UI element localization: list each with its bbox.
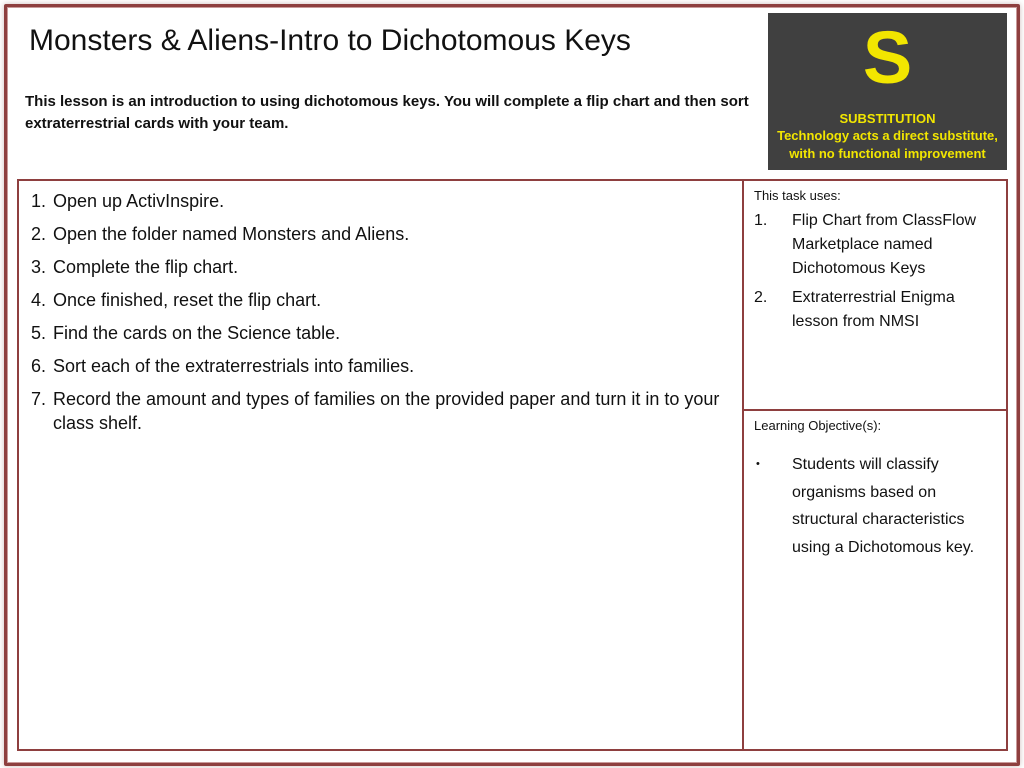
step-text: Once finished, reset the flip chart. [53,290,322,310]
step-text: Open up ActivInspire. [53,191,225,211]
task-uses-list [744,209,1006,334]
step-number: 5. [30,323,46,343]
list-item [19,189,732,213]
steps-list [19,181,742,435]
step-number: 2. [30,224,46,244]
slide-title: Monsters & Aliens-Intro to Dichotomous Keys [29,24,631,57]
step-number: 1. [30,191,46,211]
step-number: 4. [30,290,46,310]
list-item [19,222,732,246]
list-item [19,387,732,435]
step-text: Find the cards on the Science table. [53,323,341,343]
step-number: 6. [30,356,46,376]
item-text: Flip Chart from ClassFlow Marketplace named Dichotomous Keys [792,212,977,277]
samr-label: SUBSTITUTION [839,111,936,126]
task-uses-heading: This task uses: [754,188,841,203]
list-item [19,255,732,279]
samr-description: Technology acts a direct substitute, with no functional improvement [777,128,998,161]
lesson-intro: This lesson is an introduction to using dichotomous keys. You will complete a flip chart and then sort extraterrestrial cards with your team. [25,93,749,132]
list-item [754,209,1000,281]
learning-objectives-heading: Learning Objective(s): [754,418,882,433]
step-number: 3. [30,257,46,277]
list-item [19,288,732,312]
list-item [19,321,732,345]
objective-text: Students will classify organisms based on structural characteristics using a Dichotomous key. [792,456,975,556]
list-item [754,286,1000,334]
learning-objectives-list [744,451,1006,561]
step-text: Sort each of the extraterrestrials into families. [53,356,415,376]
steps-panel [17,179,744,751]
task-uses-panel [742,179,1008,411]
step-text: Complete the flip chart. [53,257,239,277]
learning-objectives-panel [742,409,1008,751]
step-text: Open the folder named Monsters and Aliens. [53,224,410,244]
item-text: Extraterrestrial Enigma lesson from NMSI [792,289,955,330]
bullet-icon: • [756,458,760,470]
samr-letter: S [862,16,913,99]
list-item [19,354,732,378]
item-number: 1. [754,212,768,229]
step-text: Record the amount and types of families on the provided paper and turn it in to your class shelf. [53,389,720,433]
step-number: 7. [30,389,46,409]
item-number: 2. [754,289,768,306]
samr-badge [768,13,1007,170]
list-item [754,451,1000,561]
